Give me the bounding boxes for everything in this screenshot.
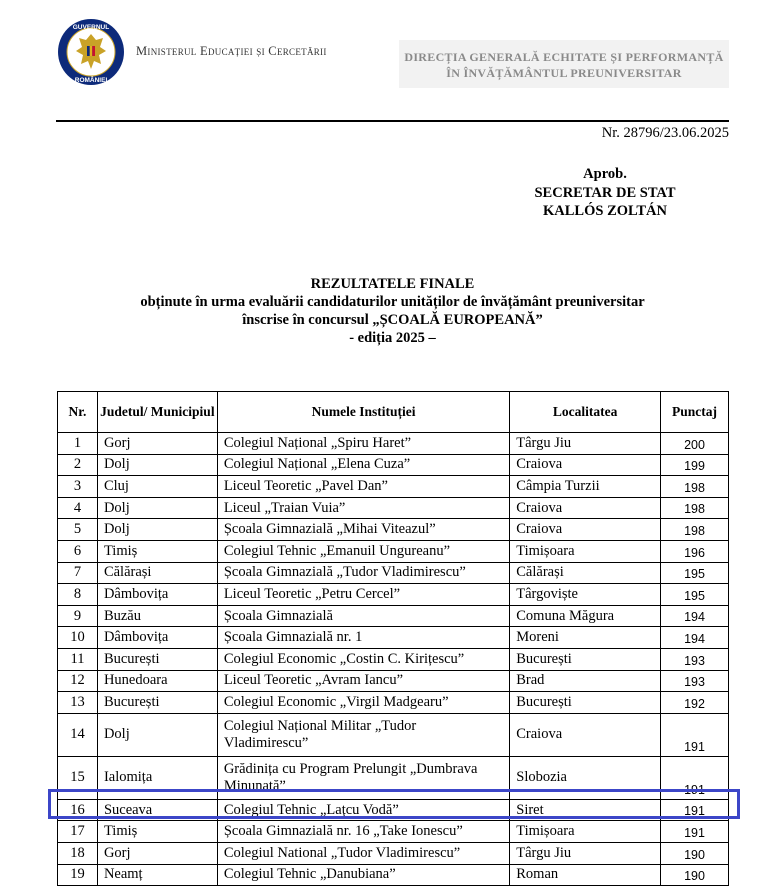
results-table: [57, 391, 729, 886]
cell-county: Gorj: [97, 433, 217, 455]
cell-institution: Școala Gimnazială „Tudor Vladimirescu”: [217, 562, 509, 584]
cell-score: 190: [661, 842, 729, 864]
cell-score: 195: [661, 562, 729, 584]
directorate-line-2: ÎN ÎNVĂȚĂMÂNTUL PREUNIVERSITAR: [446, 66, 682, 80]
cell-institution: Liceul Teoretic „Pavel Dan”: [217, 476, 509, 498]
cell-score: 194: [661, 605, 729, 627]
table-row-highlighted: [58, 799, 729, 821]
cell-county: Ialomița: [97, 756, 217, 799]
cell-county: București: [97, 648, 217, 670]
table-row: [58, 821, 729, 843]
cell-locality: Craiova: [510, 454, 661, 476]
cell-nr: 5: [58, 519, 98, 541]
cell-nr: 4: [58, 497, 98, 519]
approval-label: Aprob.: [583, 166, 627, 182]
table-row: [58, 842, 729, 864]
cell-nr: 8: [58, 584, 98, 606]
cell-locality: Roman: [510, 864, 661, 886]
document-edition: - ediția 2025 –: [349, 330, 436, 346]
cell-county: Suceava: [97, 799, 217, 821]
table-header-row: [58, 392, 729, 433]
cell-score: 191: [661, 756, 729, 799]
cell-institution: Colegiul Tehnic „Danubiana”: [217, 864, 509, 886]
cell-institution: Școala Gimnazială „Mihai Viteazul”: [217, 519, 509, 541]
cell-score: 191: [661, 799, 729, 821]
cell-locality: Târgu Jiu: [510, 842, 661, 864]
cell-locality: Siret: [510, 799, 661, 821]
table-row: [58, 864, 729, 886]
table-row: [58, 540, 729, 562]
cell-institution: Liceul „Traian Vuia”: [217, 497, 509, 519]
directorate-name-box: [399, 40, 729, 88]
cell-county: Dâmbovița: [97, 627, 217, 649]
cell-nr: 15: [58, 756, 98, 799]
cell-nr: 2: [58, 454, 98, 476]
table-body: [58, 433, 729, 886]
cell-score: 195: [661, 584, 729, 606]
table-row: [58, 433, 729, 455]
cell-score: 193: [661, 670, 729, 692]
document-subtitle-1: obținute în urma evaluării candidaturilor unităților de învățământ preuniversitar: [140, 294, 645, 310]
cell-locality: București: [510, 648, 661, 670]
cell-locality: Câmpia Turzii: [510, 476, 661, 498]
cell-locality: Comuna Măgura: [510, 605, 661, 627]
cell-county: Dâmbovița: [97, 584, 217, 606]
approval-block: [480, 165, 730, 221]
header-score: Punctaj: [661, 392, 729, 433]
cell-score: 198: [661, 519, 729, 541]
cell-institution: Grădinița cu Program Prelungit „Dumbrava Minunată”: [217, 756, 509, 799]
header-nr: Nr.: [58, 392, 98, 433]
cell-institution: Liceul Teoretic „Petru Cercel”: [217, 584, 509, 606]
cell-county: București: [97, 692, 217, 714]
table-row: [58, 713, 729, 756]
cell-locality: Târgu Jiu: [510, 433, 661, 455]
cell-nr: 7: [58, 562, 98, 584]
cell-institution: Colegiul Național „Spiru Haret”: [217, 433, 509, 455]
cell-county: Călărași: [97, 562, 217, 584]
cell-locality: Craiova: [510, 497, 661, 519]
cell-county: Dolj: [97, 519, 217, 541]
cell-nr: 1: [58, 433, 98, 455]
cell-county: Timiș: [97, 821, 217, 843]
cell-county: Hunedoara: [97, 670, 217, 692]
header-locality: Localitatea: [510, 392, 661, 433]
cell-institution: Colegiul Economic „Costin C. Kirițescu”: [217, 648, 509, 670]
table-row: [58, 648, 729, 670]
cell-score: 190: [661, 864, 729, 886]
table-row: [58, 692, 729, 714]
approval-role: SECRETAR DE STAT: [534, 184, 676, 201]
table-row: [58, 670, 729, 692]
table-row: [58, 562, 729, 584]
approval-name: KALLÓS ZOLTÁN: [543, 203, 667, 219]
cell-nr: 6: [58, 540, 98, 562]
table-row: [58, 519, 729, 541]
cell-institution: Colegiul Economic „Virgil Madgearu”: [217, 692, 509, 714]
cell-institution: Liceul Teoretic „Avram Iancu”: [217, 670, 509, 692]
table-row: [58, 605, 729, 627]
cell-institution: Școala Gimnazială nr. 1: [217, 627, 509, 649]
cell-nr: 13: [58, 692, 98, 714]
cell-locality: Craiova: [510, 713, 661, 756]
cell-county: Dolj: [97, 454, 217, 476]
cell-score: 196: [661, 540, 729, 562]
header-divider: [56, 120, 729, 122]
cell-county: Dolj: [97, 713, 217, 756]
table-row: [58, 584, 729, 606]
header-institution: Numele Instituției: [217, 392, 509, 433]
cell-county: Timiș: [97, 540, 217, 562]
cell-county: Cluj: [97, 476, 217, 498]
cell-locality: Moreni: [510, 627, 661, 649]
cell-institution: Colegiul Național „Elena Cuza”: [217, 454, 509, 476]
cell-score: 191: [661, 713, 729, 756]
table-row: [58, 497, 729, 519]
cell-locality: Slobozia: [510, 756, 661, 799]
cell-locality: Timișoara: [510, 540, 661, 562]
cell-locality: Călărași: [510, 562, 661, 584]
cell-county: Buzău: [97, 605, 217, 627]
table-row: [58, 476, 729, 498]
cell-nr: 19: [58, 864, 98, 886]
document-subtitle-2: înscrise în concursul „ȘCOALĂ EUROPEANĂ”: [242, 312, 543, 328]
cell-score: 194: [661, 627, 729, 649]
cell-institution: Colegiul Tehnic „Lațcu Vodă”: [217, 799, 509, 821]
cell-institution: Școala Gimnazială nr. 16 „Take Ionescu”: [217, 821, 509, 843]
cell-nr: 14: [58, 713, 98, 756]
table-row: [58, 454, 729, 476]
cell-nr: 16: [58, 799, 98, 821]
cell-score: 192: [661, 692, 729, 714]
government-seal-logo: [56, 17, 126, 87]
cell-institution: Colegiul Național Militar „Tudor Vladimirescu”: [217, 713, 509, 756]
svg-text:GUVERNUL: GUVERNUL: [72, 24, 110, 31]
cell-score: 199: [661, 454, 729, 476]
cell-nr: 11: [58, 648, 98, 670]
document-title: REZULTATELE FINALE: [310, 276, 475, 292]
cell-institution: Școala Gimnazială: [217, 605, 509, 627]
cell-nr: 18: [58, 842, 98, 864]
document-number: Nr. 28796/23.06.2025: [601, 125, 729, 141]
cell-nr: 10: [58, 627, 98, 649]
header-county: Judetul/ Municipiul: [97, 392, 217, 433]
cell-nr: 9: [58, 605, 98, 627]
cell-locality: Târgoviște: [510, 584, 661, 606]
cell-nr: 17: [58, 821, 98, 843]
document-title-block: [56, 275, 729, 347]
cell-county: Dolj: [97, 497, 217, 519]
cell-institution: Colegiul Tehnic „Emanuil Ungureanu”: [217, 540, 509, 562]
table-row: [58, 756, 729, 799]
cell-nr: 3: [58, 476, 98, 498]
cell-institution: Colegiul National „Tudor Vladimirescu”: [217, 842, 509, 864]
svg-text:ROMÂNIEI: ROMÂNIEI: [74, 77, 108, 84]
cell-nr: 12: [58, 670, 98, 692]
cell-score: 198: [661, 476, 729, 498]
cell-score: 200: [661, 433, 729, 455]
cell-score: 191: [661, 821, 729, 843]
table-row: [58, 627, 729, 649]
cell-locality: Timișoara: [510, 821, 661, 843]
cell-county: Neamț: [97, 864, 217, 886]
cell-score: 193: [661, 648, 729, 670]
cell-locality: Craiova: [510, 519, 661, 541]
directorate-line-1: DIRECȚIA GENERALĂ ECHITATE ȘI PERFORMANȚĂ: [404, 50, 724, 64]
cell-score: 198: [661, 497, 729, 519]
cell-locality: Brad: [510, 670, 661, 692]
cell-county: Gorj: [97, 842, 217, 864]
cell-locality: București: [510, 692, 661, 714]
ministry-name: Ministerul Educației și Cercetării: [136, 44, 327, 58]
